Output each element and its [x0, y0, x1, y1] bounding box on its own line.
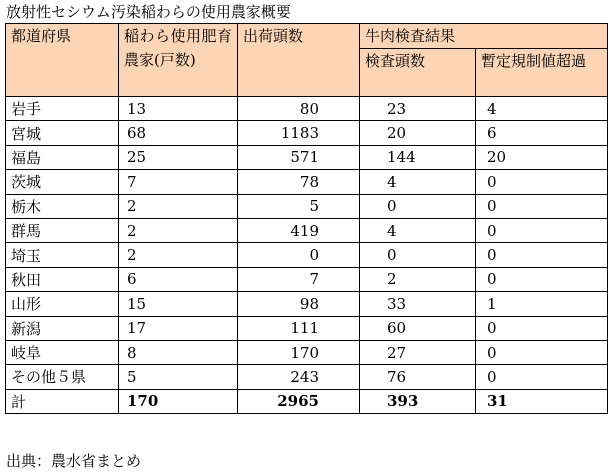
- cell-farmers: 8: [119, 340, 238, 364]
- header-prefecture: 都道府県: [6, 24, 119, 97]
- cell-tested: 27: [360, 340, 476, 364]
- cell-exceeded: 1: [476, 292, 608, 316]
- cell-shipped: 170: [238, 340, 360, 364]
- cell-tested: 0: [360, 243, 476, 267]
- cell-prefecture: 宮城: [6, 121, 119, 145]
- cell-prefecture: 群馬: [6, 218, 119, 242]
- cell-tested: 60: [360, 316, 476, 340]
- table-row: [6, 243, 608, 267]
- cell-tested: 144: [360, 145, 476, 169]
- cell-tested: 393: [360, 389, 476, 413]
- cell-farmers: 13: [119, 97, 238, 121]
- cell-exceeded: 4: [476, 97, 608, 121]
- cell-prefecture: 栃木: [6, 194, 119, 218]
- cell-tested: 33: [360, 292, 476, 316]
- header-exceeded: [476, 49, 608, 97]
- cell-shipped: 0: [238, 243, 360, 267]
- source-note: 出典：農水省まとめ: [6, 452, 142, 470]
- header-shipped: 出荷頭数: [238, 24, 360, 97]
- cell-shipped: 5: [238, 194, 360, 218]
- cell-farmers: 2: [119, 218, 238, 242]
- table-row: [6, 292, 608, 316]
- cell-farmers: 2: [119, 243, 238, 267]
- header-row-1: [6, 24, 608, 49]
- table-row: [6, 194, 608, 218]
- cell-exceeded: 0: [476, 267, 608, 291]
- table-row: [6, 97, 608, 121]
- cell-shipped: 243: [238, 365, 360, 389]
- cell-tested: 20: [360, 121, 476, 145]
- cell-prefecture: 岩手: [6, 97, 119, 121]
- table-row: [6, 121, 608, 145]
- cell-tested: 76: [360, 365, 476, 389]
- cell-exceeded: 0: [476, 170, 608, 194]
- cell-prefecture: 新潟: [6, 316, 119, 340]
- cell-prefecture: 岐阜: [6, 340, 119, 364]
- cell-exceeded: 0: [476, 218, 608, 242]
- cell-farmers: 7: [119, 170, 238, 194]
- cell-tested: 0: [360, 194, 476, 218]
- cell-shipped: 80: [238, 97, 360, 121]
- cell-prefecture: 埼玉: [6, 243, 119, 267]
- cell-farmers: 68: [119, 121, 238, 145]
- table-row: [6, 170, 608, 194]
- cell-exceeded: 0: [476, 365, 608, 389]
- header-tested: 検査頭数: [360, 49, 476, 97]
- header-beef-test: 牛肉検査結果: [360, 24, 608, 49]
- cell-exceeded: 6: [476, 121, 608, 145]
- cell-tested: 23: [360, 97, 476, 121]
- header-exceeded-label: 暫定規制値超過: [481, 52, 587, 70]
- total-row: [6, 389, 608, 413]
- cell-shipped: 1183: [238, 121, 360, 145]
- table-row: [6, 340, 608, 364]
- cell-exceeded: 0: [476, 340, 608, 364]
- cell-shipped: 2965: [238, 389, 360, 413]
- cell-exceeded: 0: [476, 194, 608, 218]
- table-row: [6, 267, 608, 291]
- cell-exceeded: 0: [476, 243, 608, 267]
- cell-farmers: 6: [119, 267, 238, 291]
- cell-exceeded: 20: [476, 145, 608, 169]
- cell-shipped: 571: [238, 145, 360, 169]
- document-title: 放射性セシウム汚染稲わらの使用農家概要: [6, 3, 291, 21]
- cell-prefecture: その他５県: [6, 365, 119, 389]
- cell-farmers: 25: [119, 145, 238, 169]
- cell-exceeded: 0: [476, 316, 608, 340]
- table-row: [6, 316, 608, 340]
- cell-farmers: 2: [119, 194, 238, 218]
- cell-tested: 2: [360, 267, 476, 291]
- cell-shipped: 78: [238, 170, 360, 194]
- table-row: [6, 145, 608, 169]
- cell-shipped: 7: [238, 267, 360, 291]
- cell-shipped: 98: [238, 292, 360, 316]
- cell-prefecture: 秋田: [6, 267, 119, 291]
- header-farmers: [119, 24, 238, 97]
- header-farmers-label: 稲わら使用肥育農家(戸数): [124, 27, 232, 69]
- cell-prefecture: 山形: [6, 292, 119, 316]
- cell-farmers: 170: [119, 389, 238, 413]
- cell-farmers: 5: [119, 365, 238, 389]
- table-row: [6, 218, 608, 242]
- cell-tested: 4: [360, 170, 476, 194]
- cell-prefecture: 計: [6, 389, 119, 413]
- cell-exceeded: 31: [476, 389, 608, 413]
- cell-shipped: 111: [238, 316, 360, 340]
- cell-prefecture: 茨城: [6, 170, 119, 194]
- table-row: [6, 365, 608, 389]
- cell-shipped: 419: [238, 218, 360, 242]
- cell-farmers: 15: [119, 292, 238, 316]
- cell-tested: 4: [360, 218, 476, 242]
- cesium-straw-table: [5, 23, 608, 414]
- cell-farmers: 17: [119, 316, 238, 340]
- cell-prefecture: 福島: [6, 145, 119, 169]
